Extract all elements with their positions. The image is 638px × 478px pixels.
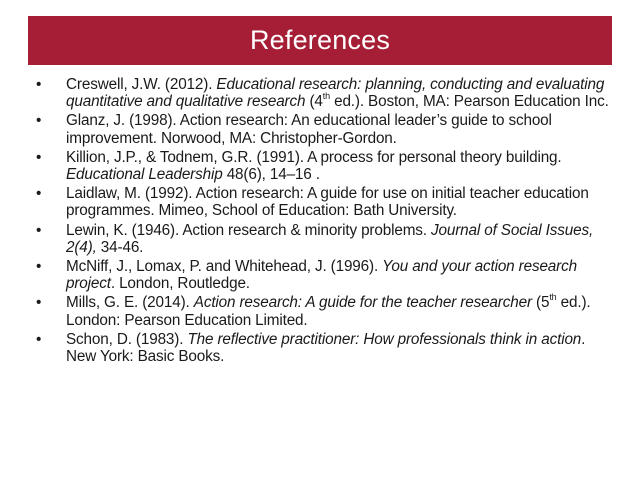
reference-item: • McNiff, J., Lomax, P. and Whitehead, J. (1996). You and your action research project. London, Routledge. — [36, 258, 577, 293]
bullet-icon: • — [36, 330, 42, 348]
bullet-icon: • — [36, 221, 42, 239]
bullet-icon: • — [36, 294, 42, 312]
reference-item: • Lewin, K. (1946). Action research & minority problems. Journal of Social Issues, 2(4), 34-46. — [36, 221, 594, 256]
reference-item: • Mills, G. E. (2014). Action research: A guide for the teacher researcher (5th ed.). London: Pearson Education Limited. — [36, 292, 591, 329]
slide-title: References — [249, 25, 391, 55]
reference-list — [36, 76, 616, 367]
reference-item: • Schon, D. (1983). The reflective practitioner: How professionals think in action. New York: Basic Books. — [36, 330, 586, 366]
bullet-icon: • — [36, 76, 42, 93]
title-bar — [28, 16, 612, 65]
reference-item: • Creswell, J.W. (2012). Educational research: planning, conducting and evaluating quantitative and qualitative research (4th ed.). Boston, MA: Pearson Education Inc. — [36, 76, 609, 111]
reference-item: • Laidlaw, M. (1992). Action research: A guide for use on initial teacher education programmes. Mimeo, School of Education: Bath University. — [36, 185, 589, 220]
bullet-icon: • — [36, 148, 42, 166]
reference-item: • Glanz, J. (1998). Action research: An educational leader’s guide to school improvement. Norwood, MA: Christopher-Gordon. — [36, 112, 552, 147]
bullet-icon: • — [36, 258, 42, 276]
bullet-icon: • — [36, 185, 42, 203]
reference-item: • Killion, J.P., & Todnem, G.R. (1991). A process for personal theory building. Educational Leadership 48(6), 14–16 . — [36, 148, 562, 184]
bullet-icon: • — [36, 112, 42, 130]
